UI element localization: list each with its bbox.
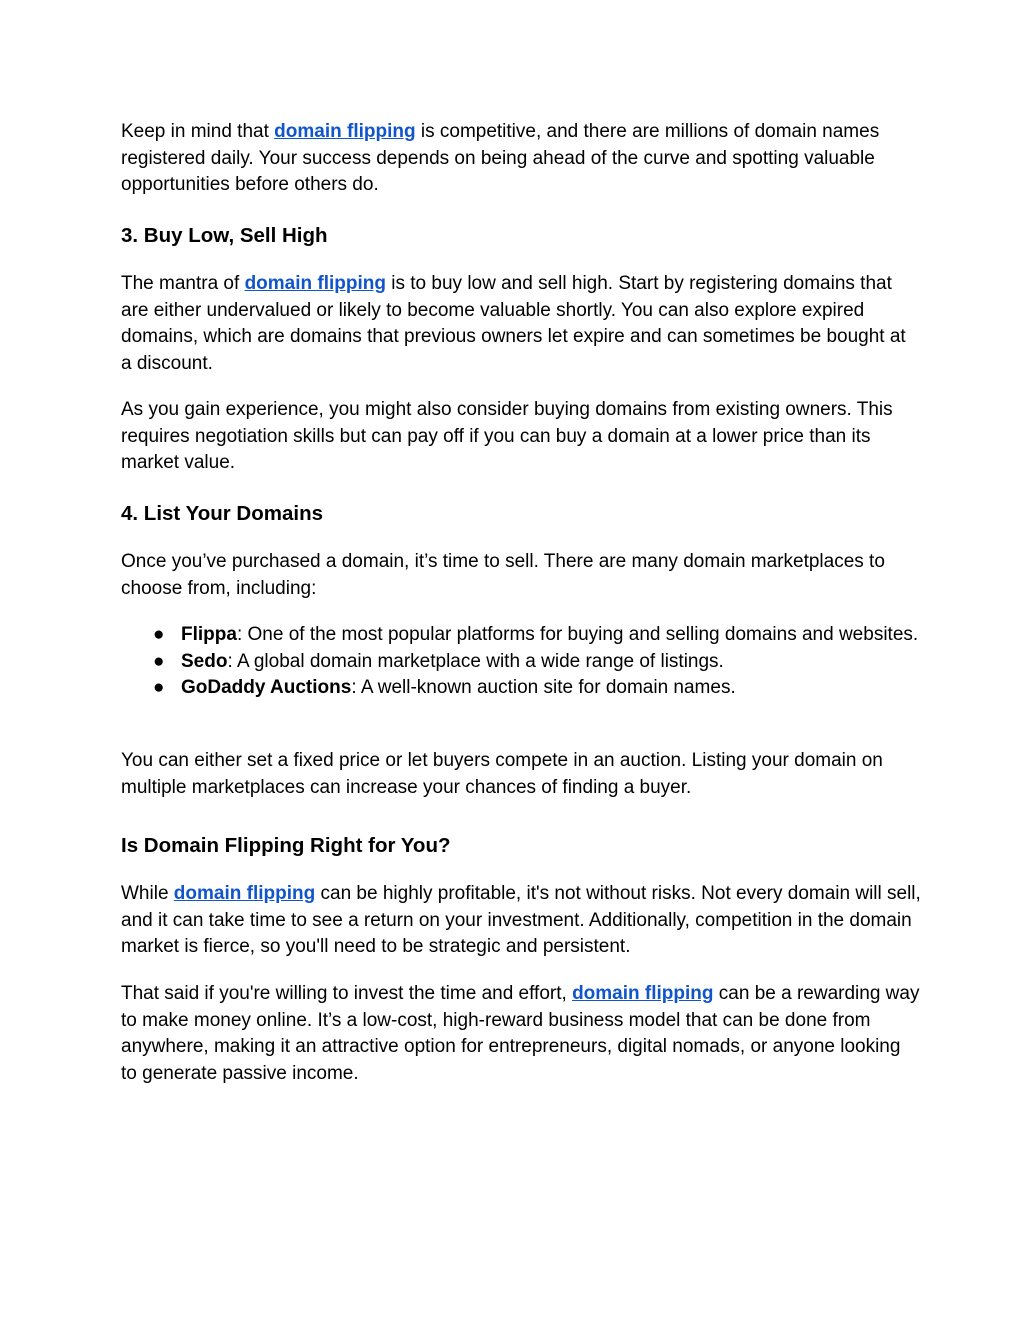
paragraph-mantra — [121, 271, 921, 377]
marketplace-list — [121, 622, 921, 702]
list-item-desc: : One of the most popular platforms for buying and selling domains and websites. — [236, 624, 919, 645]
domain-flipping-link[interactable]: domain flipping — [572, 983, 714, 1004]
paragraph-text: The mantra of — [121, 273, 245, 294]
paragraph-risks — [121, 881, 921, 961]
bullet-icon: ● — [153, 677, 165, 698]
list-item-term: Flippa — [181, 624, 237, 645]
list-item-term: Sedo — [181, 650, 228, 672]
bullet-icon: ● — [153, 650, 165, 672]
heading-is-domain-flipping-right: Is Domain Flipping Right for You? — [121, 834, 451, 857]
domain-flipping-link[interactable]: domain flipping — [244, 273, 386, 294]
paragraph-text: can be a rewarding way to make money online. It’s a low-cost, high-reward business model that can be done from anywhere, making it an attractive option for entrepreneurs, digital nomads, or anyone looking to generate passive income. — [121, 983, 920, 1084]
heading-buy-low-sell-high: 3. Buy Low, Sell High — [121, 224, 328, 247]
bullet-icon: ● — [153, 624, 165, 645]
domain-flipping-link[interactable]: domain flipping — [173, 883, 316, 904]
list-item-flippa — [121, 622, 921, 649]
paragraph-pricing: You can either set a fixed price or let buyers compete in an auction. Listing your domain on multiple marketplaces can increase your chances of finding a buyer. — [121, 750, 883, 798]
domain-flipping-link[interactable]: domain flipping — [274, 121, 416, 142]
paragraph-text: That said if you're willing to invest the time and effort, — [121, 983, 573, 1004]
paragraph-experience: As you gain experience, you might also consider buying domains from existing owners. This requires negotiation skills but can pay off if you can buy a domain at a lower price than its market value. — [121, 399, 893, 473]
list-item-term: GoDaddy Auctions — [181, 677, 352, 698]
paragraph-text: Keep in mind that — [121, 121, 275, 142]
heading-list-your-domains: 4. List Your Domains — [121, 502, 324, 525]
paragraph-competition — [121, 119, 921, 199]
list-item-godaddy-auctions — [121, 675, 921, 702]
paragraph-conclusion — [121, 981, 921, 1087]
paragraph-text: is competitive, and there are millions of domain names registered daily. Your success depends on being ahead of the curve and spotting valuable opportunities before others do. — [121, 121, 880, 195]
paragraph-marketplaces-intro: Once you’ve purchased a domain, it’s time to sell. There are many domain marketplaces to choose from, including: — [121, 551, 885, 599]
paragraph-text: can be highly profitable, it's not without risks. Not every domain will sell, and it can take time to see a return on your investment. Additionally, competition in the domain market is fierce, so you'll need to be strategic and persistent. — [121, 883, 921, 957]
list-item-desc: : A global domain marketplace with a wide range of listings. — [227, 650, 724, 672]
paragraph-text: While — [121, 883, 174, 904]
list-item-desc: : A well-known auction site for domain names. — [351, 677, 736, 698]
list-item-sedo — [121, 649, 921, 676]
paragraph-text: is to buy low and sell high. Start by registering domains that are either undervalued or likely to become valuable shortly. You can also explore expired domains, which are domains that previous owners let expire and can sometimes be bought at a discount. — [121, 273, 906, 374]
